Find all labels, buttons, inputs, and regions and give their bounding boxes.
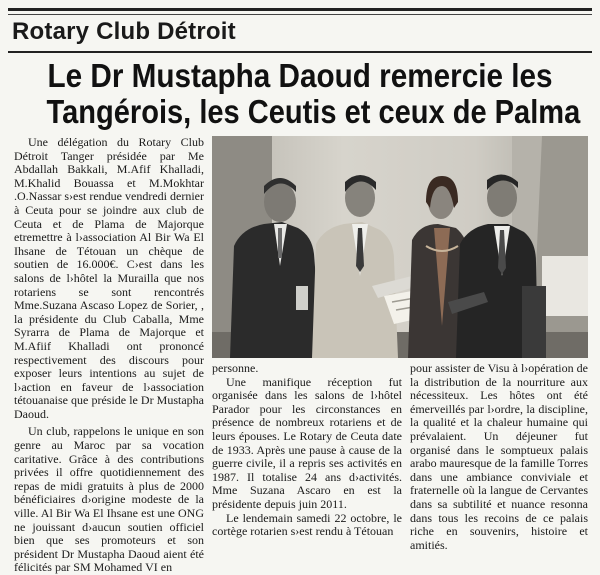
headline-line-1: Le Dr Mustapha Daoud remercie les: [47, 57, 553, 94]
article-column-1: [14, 136, 204, 575]
top-rule-thin: [8, 14, 592, 15]
headline-line-2: Tangérois, les Ceutis et ceux de Palma: [46, 93, 581, 130]
photo-illustration: [212, 136, 588, 358]
paragraph: pour assister de Visu à l›opération de la distribution de la nourriture aux nécessiteux. Les hôtes ont été émerveillés par l›ordre, la discipline, la qualité et la chaleur humaine qui prévalaient. Un déjeuner fut organisé dans le somptueux palais arabo mauresque de la famille Torres dans une ambiance conviviale et fraternelle où la langue de Cervantes dans sa subtilité et nuance resonna dans tous les recoins de ce palais riche en souvenirs, histoire et amitiés.: [410, 361, 588, 552]
article-column-3: [410, 362, 588, 552]
section-title: Rotary Club Détroit: [12, 18, 236, 45]
event-photo: [212, 136, 588, 358]
paragraph: Un club, rappelons le unique en son genre au Maroc par sa vocation caritative. Grâce à des contributions privées il offre quotidiennement des repas de midi gratuits à plus de 2000 bénéficiaires d›origine modeste de la ville. Al Bir Wa El Ihsane est une ONG ne jouissant d›aucun soutien officiel bien que ses promoteurs et son président Dr Mustapha Daoud aient été félicités par SM Mohamed VI en: [14, 424, 204, 575]
section-rule: [8, 51, 592, 53]
article-column-2: [212, 362, 402, 539]
paragraph: Le lendemain samedi 22 octobre, le cortège rotarien s›est rendu à Tétouan: [212, 510, 402, 539]
paragraph: Une délégation du Rotary Club Détroit Tanger présidée par Me Abdallah Bakkali, M.Afif Khalladi, M.Khalid Bouassa et M.Mokhtar .O.Nassar s›est rendue vendredi dernier à Ceuta pour se joindre aux club de Ceuta et de Plama de Majorque etremettre à l›association Al Bir Wa El Ihsane de Tétouan un chèque de soutien de 16.000€. C›est dans les salons de l›hôtel la Murailla que nos rotariens se sont rencontrés Mme.Suzana Ascaso Lopez de Sorier, , la présidente du Club Caballa, Mme Syrarra de Plama de Majorque et M.Afiif Khalladi ont prononcé respectivement des discours pour exposer leurs intentions au sujet de l›action en faveur de l›association tétouanaise que préside le Dr Mustapha Daoud.: [14, 135, 204, 421]
paragraph: personne.: [212, 361, 259, 375]
top-rule: [8, 8, 592, 11]
paragraph: Une manifique réception fut organisée dans les salons de l›hôtel Parador pour les circonstances en présence de nombreux rotariens et de leurs épouses. Le Rotary de Ceuta date de 1933. Après une pause à cause de la guerre civile, il a repris ses activités en 1987. Il totalise 24 ans d›activités. Mme Suzana Ascaro en est la présidente depuis juin 2011.: [212, 374, 402, 511]
